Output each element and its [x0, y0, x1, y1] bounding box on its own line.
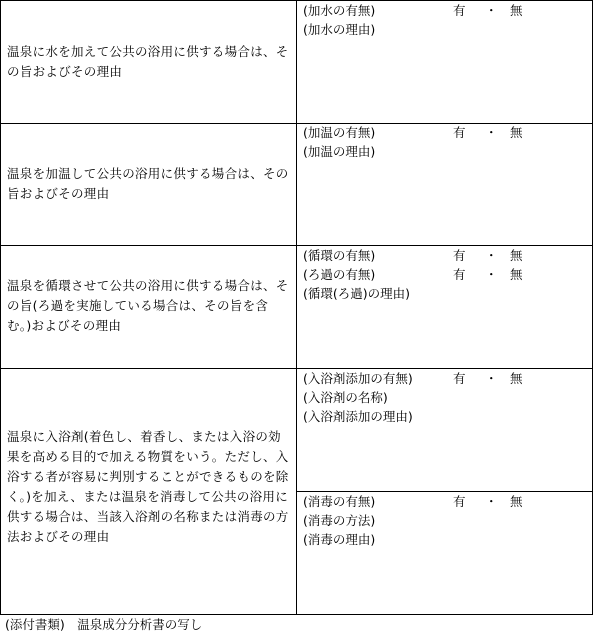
table-border-left: [0, 0, 1, 615]
water-addition-no-option[interactable]: 無: [510, 3, 523, 18]
row-circulation-description: 温泉を循環させて公共の浴用に供する場合は、その旨(ろ過を実施している場合は、その旨を含む。)およびその理由: [7, 278, 289, 333]
heating-reason-label: (加温の理由): [303, 144, 376, 159]
circulation-reason: [303, 284, 583, 304]
option-separator: ・: [485, 248, 498, 263]
option-separator: ・: [485, 267, 498, 282]
water-addition-yes-option[interactable]: 有: [453, 3, 466, 18]
disinfection-presence: [303, 492, 583, 512]
additive-presence-label: (入浴剤添加の有無): [303, 371, 413, 386]
option-separator: ・: [485, 125, 498, 140]
option-separator: ・: [485, 371, 498, 386]
water-addition-reason-label: (加水の理由): [303, 22, 376, 37]
circulation-presence-label: (循環の有無): [303, 248, 376, 263]
heating-presence: [303, 123, 583, 143]
heating-reason: [303, 142, 583, 162]
disinfection-presence-label: (消毒の有無): [303, 494, 376, 509]
filtration-presence-label: (ろ過の有無): [303, 267, 376, 282]
additive-name-label: (入浴剤の名称): [303, 390, 388, 405]
water-addition-presence: [303, 1, 583, 21]
filtration-no-option[interactable]: 無: [510, 267, 523, 282]
disinfection-method: [303, 511, 583, 531]
column-divider: [296, 0, 297, 615]
heating-yes-option[interactable]: 有: [453, 125, 466, 140]
disinfection-no-option[interactable]: 無: [510, 494, 523, 509]
row-additive-disinfection-description: 温泉に入浴剤(着色し、着香し、または入浴の効果を高める目的で加える物質をいう。ただし、入浴する者が容易に判別することができるものを除く。)を加え、または温泉を消毒して公共の浴用に供する場合は、当該入浴剤の名称または消毒の方法およびその理由: [7, 429, 289, 544]
row-water-addition-description: 温泉に水を加えて公共の浴用に供する場合は、その旨およびその理由: [7, 44, 289, 79]
disinfection-method-label: (消毒の方法): [303, 513, 376, 528]
additive-reason-label: (入浴剤添加の理由): [303, 409, 413, 424]
additive-yes-option[interactable]: 有: [453, 371, 466, 386]
additive-reason: [303, 407, 583, 427]
water-addition-presence-label: (加水の有無): [303, 3, 376, 18]
circulation-reason-label: (循環(ろ過)の理由): [303, 286, 411, 301]
disinfection-yes-option[interactable]: 有: [453, 494, 466, 509]
filtration-presence: [303, 265, 583, 285]
additive-name: [303, 388, 583, 408]
additive-presence: [303, 369, 583, 389]
heating-presence-label: (加温の有無): [303, 125, 376, 140]
option-separator: ・: [485, 494, 498, 509]
additive-no-option[interactable]: 無: [510, 371, 523, 386]
circulation-yes-option[interactable]: 有: [453, 248, 466, 263]
disinfection-reason: [303, 530, 583, 550]
attached-documents-note: (添付書類) 温泉成分分析書の写し: [5, 617, 203, 632]
filtration-yes-option[interactable]: 有: [453, 267, 466, 282]
circulation-presence: [303, 246, 583, 266]
option-separator: ・: [485, 3, 498, 18]
heating-no-option[interactable]: 無: [510, 125, 523, 140]
disinfection-reason-label: (消毒の理由): [303, 532, 376, 547]
water-addition-reason: [303, 20, 583, 40]
circulation-no-option[interactable]: 無: [510, 248, 523, 263]
row-heating-description: 温泉を加温して公共の浴用に供する場合は、その旨およびその理由: [7, 166, 289, 201]
